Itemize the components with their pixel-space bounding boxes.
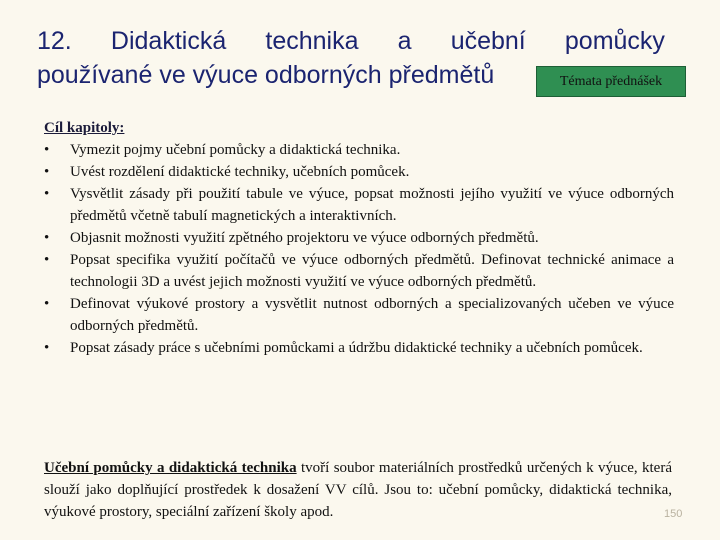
title-word: technika xyxy=(265,27,359,55)
goal-item xyxy=(44,227,674,249)
summary-text: tvoří soubor materiálních prostředků určených k výuce, která slouží jako doplňující prostředek k dosažení VV cílů. Jsou to: učební pomůcky, didaktická technika, výukové prostory, speciální zařízení školy apod. xyxy=(44,460,672,520)
chapter-goals xyxy=(44,117,674,359)
goal-item xyxy=(44,293,674,337)
title-word: 12. xyxy=(37,27,72,55)
bullet-icon: • xyxy=(44,340,50,356)
title-line-2: používané ve výuce odborných předmětů xyxy=(37,61,495,89)
goal-item xyxy=(44,183,674,227)
bullet-icon: • xyxy=(44,252,50,268)
goal-text: Objasnit možnosti využití zpětného projektoru ve výuce odborných předmětů. xyxy=(70,230,539,246)
goal-text: Popsat zásady práce s učebními pomůckami a údržbu didaktické techniky a učebních pomůcek. xyxy=(70,340,643,356)
title-word: a xyxy=(397,27,412,55)
page-number: 150 xyxy=(664,508,683,520)
summary-term: Učební pomůcky a didaktická technika xyxy=(44,460,297,476)
goal-item xyxy=(44,161,674,183)
goals-heading: Cíl kapitoly: xyxy=(44,120,125,136)
goal-item xyxy=(44,249,674,293)
bullet-icon: • xyxy=(44,296,50,312)
bullet-icon: • xyxy=(44,186,50,202)
bullet-icon: • xyxy=(44,230,50,246)
goal-item xyxy=(44,337,674,359)
goal-text: Vymezit pojmy učební pomůcky a didaktická technika. xyxy=(70,142,401,158)
bullet-icon: • xyxy=(44,164,50,180)
topics-button[interactable]: Témata přednášek xyxy=(536,66,686,97)
goal-item xyxy=(44,139,674,161)
title-word: učební xyxy=(450,27,526,55)
bullet-icon: • xyxy=(44,142,50,158)
summary-paragraph xyxy=(44,457,672,523)
goal-text: Vysvětlit zásady při použití tabule ve výuce, popsat možnosti jejího využití ve výuce odborných předmětů včetně tabulí magnetických a interaktivních. xyxy=(70,186,674,224)
title-word: pomůcky xyxy=(564,27,665,55)
goal-text: Popsat specifika využití počítačů ve výuce odborných předmětů. Definovat technické animace a technologii 3D a uvést jejich možnosti využití ve výuce odborných předmětů. xyxy=(70,252,674,290)
title-line-1 xyxy=(37,24,665,58)
title-word: Didaktická xyxy=(110,27,227,55)
goal-text: Definovat výukové prostory a vysvětlit nutnost odborných a specializovaných učeben ve výuce odborných předmětů. xyxy=(70,296,674,334)
goal-text: Uvést rozdělení didaktické techniky, učebních pomůcek. xyxy=(70,164,410,180)
goal-list xyxy=(44,139,674,359)
